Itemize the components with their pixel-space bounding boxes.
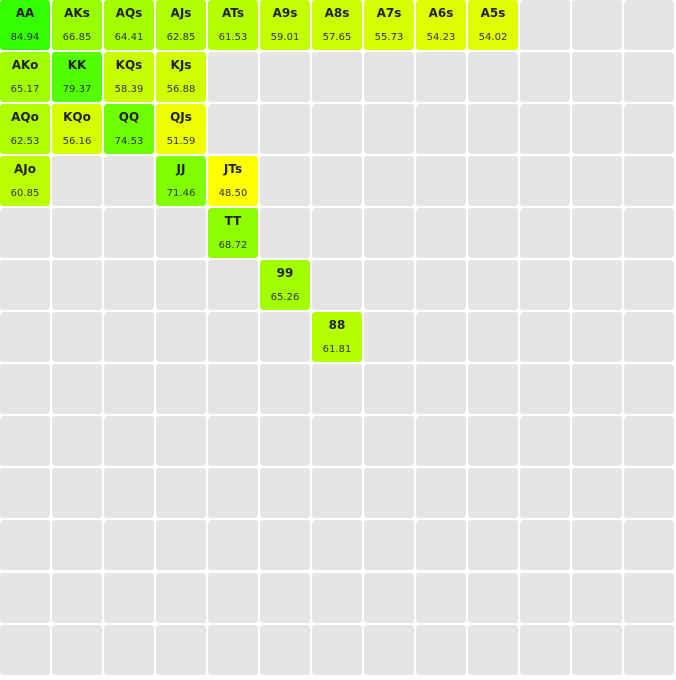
empty-cell[interactable] — [520, 312, 570, 362]
empty-cell[interactable] — [624, 625, 674, 675]
hand-equity: 79.37 — [62, 84, 92, 96]
hand-label: JTs — [223, 162, 243, 177]
hand-equity: 71.46 — [166, 188, 196, 200]
empty-cell[interactable] — [0, 208, 50, 258]
hand-equity: 66.85 — [62, 32, 92, 43]
empty-cell[interactable] — [416, 520, 466, 570]
empty-cell[interactable] — [572, 156, 622, 206]
empty-cell[interactable] — [312, 573, 362, 623]
empty-cell[interactable] — [364, 52, 414, 102]
empty-cell[interactable] — [156, 625, 206, 675]
hand-cell-jj[interactable] — [156, 156, 206, 206]
empty-cell[interactable] — [312, 416, 362, 466]
empty-cell[interactable] — [0, 625, 50, 675]
hand-label: AJo — [14, 162, 36, 177]
empty-cell[interactable] — [572, 416, 622, 466]
empty-cell[interactable] — [468, 208, 518, 258]
empty-cell[interactable] — [52, 573, 102, 623]
empty-cell[interactable] — [364, 364, 414, 414]
empty-cell[interactable] — [364, 312, 414, 362]
hand-cell-qjs[interactable] — [156, 104, 206, 154]
empty-cell[interactable] — [520, 468, 570, 518]
empty-cell[interactable] — [520, 0, 570, 50]
empty-cell[interactable] — [208, 364, 258, 414]
empty-cell[interactable] — [572, 625, 622, 675]
hand-label: 88 — [328, 318, 346, 333]
empty-cell[interactable] — [572, 208, 622, 258]
hand-cell-99[interactable] — [260, 260, 310, 310]
empty-cell[interactable] — [260, 104, 310, 154]
hand-equity: 84.94 — [10, 32, 40, 43]
empty-cell[interactable] — [572, 520, 622, 570]
empty-cell[interactable] — [156, 573, 206, 623]
empty-cell[interactable] — [624, 208, 674, 258]
hand-equity: 57.65 — [322, 32, 352, 43]
hand-equity: 56.88 — [166, 84, 196, 96]
empty-cell[interactable] — [312, 625, 362, 675]
empty-cell[interactable] — [520, 208, 570, 258]
hand-label: A6s — [428, 6, 454, 20]
empty-cell[interactable] — [104, 208, 154, 258]
empty-cell[interactable] — [520, 573, 570, 623]
empty-cell[interactable] — [364, 104, 414, 154]
hand-equity: 64.41 — [114, 32, 144, 43]
empty-cell[interactable] — [312, 104, 362, 154]
hand-cell-a8s[interactable] — [312, 0, 362, 50]
hand-equity: 62.53 — [10, 136, 40, 148]
empty-cell[interactable] — [156, 260, 206, 310]
empty-cell[interactable] — [624, 416, 674, 466]
hand-equity: 65.26 — [270, 292, 300, 304]
empty-cell[interactable] — [312, 260, 362, 310]
hand-label: QQ — [118, 110, 140, 125]
empty-cell[interactable] — [312, 520, 362, 570]
hand-cell-aks[interactable] — [52, 0, 102, 50]
empty-cell[interactable] — [364, 520, 414, 570]
empty-cell[interactable] — [624, 104, 674, 154]
empty-cell[interactable] — [572, 468, 622, 518]
empty-cell[interactable] — [312, 468, 362, 518]
hand-cell-a5s[interactable] — [468, 0, 518, 50]
empty-cell[interactable] — [156, 312, 206, 362]
hand-label: AKo — [11, 58, 39, 73]
hand-equity: 74.53 — [114, 136, 144, 148]
empty-cell[interactable] — [260, 573, 310, 623]
empty-cell[interactable] — [312, 364, 362, 414]
hand-cell-ats[interactable] — [208, 0, 258, 50]
empty-cell[interactable] — [52, 364, 102, 414]
hand-cell-a9s[interactable] — [260, 0, 310, 50]
hand-cell-a7s[interactable] — [364, 0, 414, 50]
empty-cell[interactable] — [208, 573, 258, 623]
empty-cell[interactable] — [104, 468, 154, 518]
empty-cell[interactable] — [572, 0, 622, 50]
empty-cell[interactable] — [208, 52, 258, 102]
empty-cell[interactable] — [104, 156, 154, 206]
hand-label: 99 — [276, 266, 294, 281]
empty-cell[interactable] — [572, 573, 622, 623]
empty-cell[interactable] — [520, 520, 570, 570]
empty-cell[interactable] — [104, 260, 154, 310]
hand-cell-kjs[interactable] — [156, 52, 206, 102]
empty-cell[interactable] — [520, 364, 570, 414]
hand-equity: 55.73 — [374, 32, 404, 43]
empty-cell[interactable] — [312, 156, 362, 206]
empty-cell[interactable] — [0, 416, 50, 466]
empty-cell[interactable] — [52, 312, 102, 362]
hand-cell-kqo[interactable] — [52, 104, 102, 154]
hand-label: KQo — [63, 110, 91, 125]
empty-cell[interactable] — [364, 416, 414, 466]
empty-cell[interactable] — [208, 104, 258, 154]
empty-cell[interactable] — [104, 312, 154, 362]
hand-equity: 54.23 — [426, 32, 456, 43]
empty-cell[interactable] — [624, 364, 674, 414]
empty-cell[interactable] — [156, 364, 206, 414]
empty-cell[interactable] — [208, 625, 258, 675]
hand-cell-tt[interactable] — [208, 208, 258, 258]
empty-cell[interactable] — [624, 156, 674, 206]
empty-cell[interactable] — [468, 364, 518, 414]
hand-cell-qq[interactable] — [104, 104, 154, 154]
empty-cell[interactable] — [364, 573, 414, 623]
hand-label: AJs — [170, 6, 192, 20]
empty-cell[interactable] — [468, 52, 518, 102]
empty-cell[interactable] — [312, 52, 362, 102]
empty-cell[interactable] — [572, 104, 622, 154]
empty-cell[interactable] — [260, 625, 310, 675]
empty-cell[interactable] — [468, 104, 518, 154]
empty-cell[interactable] — [0, 573, 50, 623]
empty-cell[interactable] — [364, 468, 414, 518]
empty-cell[interactable] — [520, 625, 570, 675]
hand-equity: 59.01 — [270, 32, 300, 43]
empty-cell[interactable] — [468, 625, 518, 675]
hand-equity: 48.50 — [218, 188, 248, 200]
hand-cell-ajo[interactable] — [0, 156, 50, 206]
empty-cell[interactable] — [468, 260, 518, 310]
empty-cell[interactable] — [468, 573, 518, 623]
empty-cell[interactable] — [416, 573, 466, 623]
hand-equity: 60.85 — [10, 188, 40, 200]
empty-cell[interactable] — [468, 156, 518, 206]
empty-cell[interactable] — [624, 573, 674, 623]
hand-cell-jts[interactable] — [208, 156, 258, 206]
empty-cell[interactable] — [624, 52, 674, 102]
empty-cell[interactable] — [104, 364, 154, 414]
empty-cell[interactable] — [624, 0, 674, 50]
hand-label: KJs — [170, 58, 192, 73]
empty-cell[interactable] — [520, 156, 570, 206]
empty-cell[interactable] — [208, 260, 258, 310]
hand-label: JJ — [176, 162, 186, 177]
empty-cell[interactable] — [260, 208, 310, 258]
empty-cell[interactable] — [624, 312, 674, 362]
empty-cell[interactable] — [156, 520, 206, 570]
hand-label: A8s — [324, 6, 350, 20]
empty-cell[interactable] — [416, 364, 466, 414]
empty-cell[interactable] — [0, 468, 50, 518]
empty-cell[interactable] — [416, 625, 466, 675]
empty-cell[interactable] — [572, 52, 622, 102]
empty-cell[interactable] — [416, 468, 466, 518]
empty-cell[interactable] — [52, 416, 102, 466]
empty-cell[interactable] — [104, 520, 154, 570]
hand-label: AA — [15, 6, 35, 20]
hand-label: KQs — [115, 58, 143, 73]
empty-cell[interactable] — [572, 312, 622, 362]
empty-cell[interactable] — [260, 468, 310, 518]
empty-cell[interactable] — [260, 312, 310, 362]
hand-label: TT — [224, 214, 242, 229]
hand-label: A9s — [272, 6, 298, 20]
empty-cell[interactable] — [520, 416, 570, 466]
hand-equity: 62.85 — [166, 32, 196, 43]
empty-cell[interactable] — [416, 208, 466, 258]
empty-cell[interactable] — [364, 156, 414, 206]
empty-cell[interactable] — [260, 520, 310, 570]
empty-cell[interactable] — [104, 573, 154, 623]
hand-label: QJs — [170, 110, 192, 125]
hand-label: KK — [67, 58, 87, 73]
empty-cell[interactable] — [208, 312, 258, 362]
empty-cell[interactable] — [364, 208, 414, 258]
empty-cell[interactable] — [520, 52, 570, 102]
hand-cell-a6s[interactable] — [416, 0, 466, 50]
empty-cell[interactable] — [312, 208, 362, 258]
empty-cell[interactable] — [572, 364, 622, 414]
empty-cell[interactable] — [624, 468, 674, 518]
empty-cell[interactable] — [416, 52, 466, 102]
hand-label: AQs — [115, 6, 143, 20]
empty-cell[interactable] — [260, 364, 310, 414]
hand-label: AQo — [11, 110, 39, 125]
hand-equity: 68.72 — [218, 240, 248, 252]
empty-cell[interactable] — [520, 260, 570, 310]
hand-cell-aqo[interactable] — [0, 104, 50, 154]
hand-cell-kk[interactable] — [52, 52, 102, 102]
empty-cell[interactable] — [156, 416, 206, 466]
hand-equity: 58.39 — [114, 84, 144, 96]
empty-cell[interactable] — [156, 468, 206, 518]
empty-cell[interactable] — [156, 208, 206, 258]
empty-cell[interactable] — [52, 468, 102, 518]
empty-cell[interactable] — [468, 416, 518, 466]
empty-cell[interactable] — [104, 416, 154, 466]
empty-cell[interactable] — [52, 260, 102, 310]
empty-cell[interactable] — [416, 104, 466, 154]
hand-equity: 54.02 — [478, 32, 508, 43]
hand-cell-kqs[interactable] — [104, 52, 154, 102]
hand-label: AKs — [64, 6, 90, 20]
hand-cell-aa[interactable] — [0, 0, 50, 50]
empty-cell[interactable] — [104, 625, 154, 675]
hand-equity: 61.53 — [218, 32, 248, 43]
empty-cell[interactable] — [0, 520, 50, 570]
empty-cell[interactable] — [416, 156, 466, 206]
hand-equity: 56.16 — [62, 136, 92, 148]
empty-cell[interactable] — [208, 520, 258, 570]
empty-cell[interactable] — [52, 156, 102, 206]
hand-label: ATs — [221, 6, 245, 20]
empty-cell[interactable] — [468, 468, 518, 518]
hand-equity: 61.81 — [322, 344, 352, 356]
hand-cell-ajs[interactable] — [156, 0, 206, 50]
empty-cell[interactable] — [624, 260, 674, 310]
empty-cell[interactable] — [468, 520, 518, 570]
empty-cell[interactable] — [416, 416, 466, 466]
empty-cell[interactable] — [208, 416, 258, 466]
hand-equity: 51.59 — [166, 136, 196, 148]
empty-cell[interactable] — [52, 208, 102, 258]
empty-cell[interactable] — [624, 520, 674, 570]
empty-cell[interactable] — [260, 416, 310, 466]
empty-cell[interactable] — [208, 468, 258, 518]
empty-cell[interactable] — [364, 625, 414, 675]
hand-cell-88[interactable] — [312, 312, 362, 362]
hand-equity: 65.17 — [10, 84, 40, 96]
empty-cell[interactable] — [0, 364, 50, 414]
hand-label: A5s — [480, 6, 506, 20]
empty-cell[interactable] — [520, 104, 570, 154]
empty-cell[interactable] — [572, 260, 622, 310]
empty-cell[interactable] — [0, 312, 50, 362]
hand-label: A7s — [376, 6, 402, 20]
empty-cell[interactable] — [468, 312, 518, 362]
empty-cell[interactable] — [260, 156, 310, 206]
empty-cell[interactable] — [416, 260, 466, 310]
empty-cell[interactable] — [416, 312, 466, 362]
empty-cell[interactable] — [364, 260, 414, 310]
empty-cell[interactable] — [52, 625, 102, 675]
hand-cell-aqs[interactable] — [104, 0, 154, 50]
empty-cell[interactable] — [52, 520, 102, 570]
empty-cell[interactable] — [0, 260, 50, 310]
hand-cell-ako[interactable] — [0, 52, 50, 102]
empty-cell[interactable] — [260, 52, 310, 102]
